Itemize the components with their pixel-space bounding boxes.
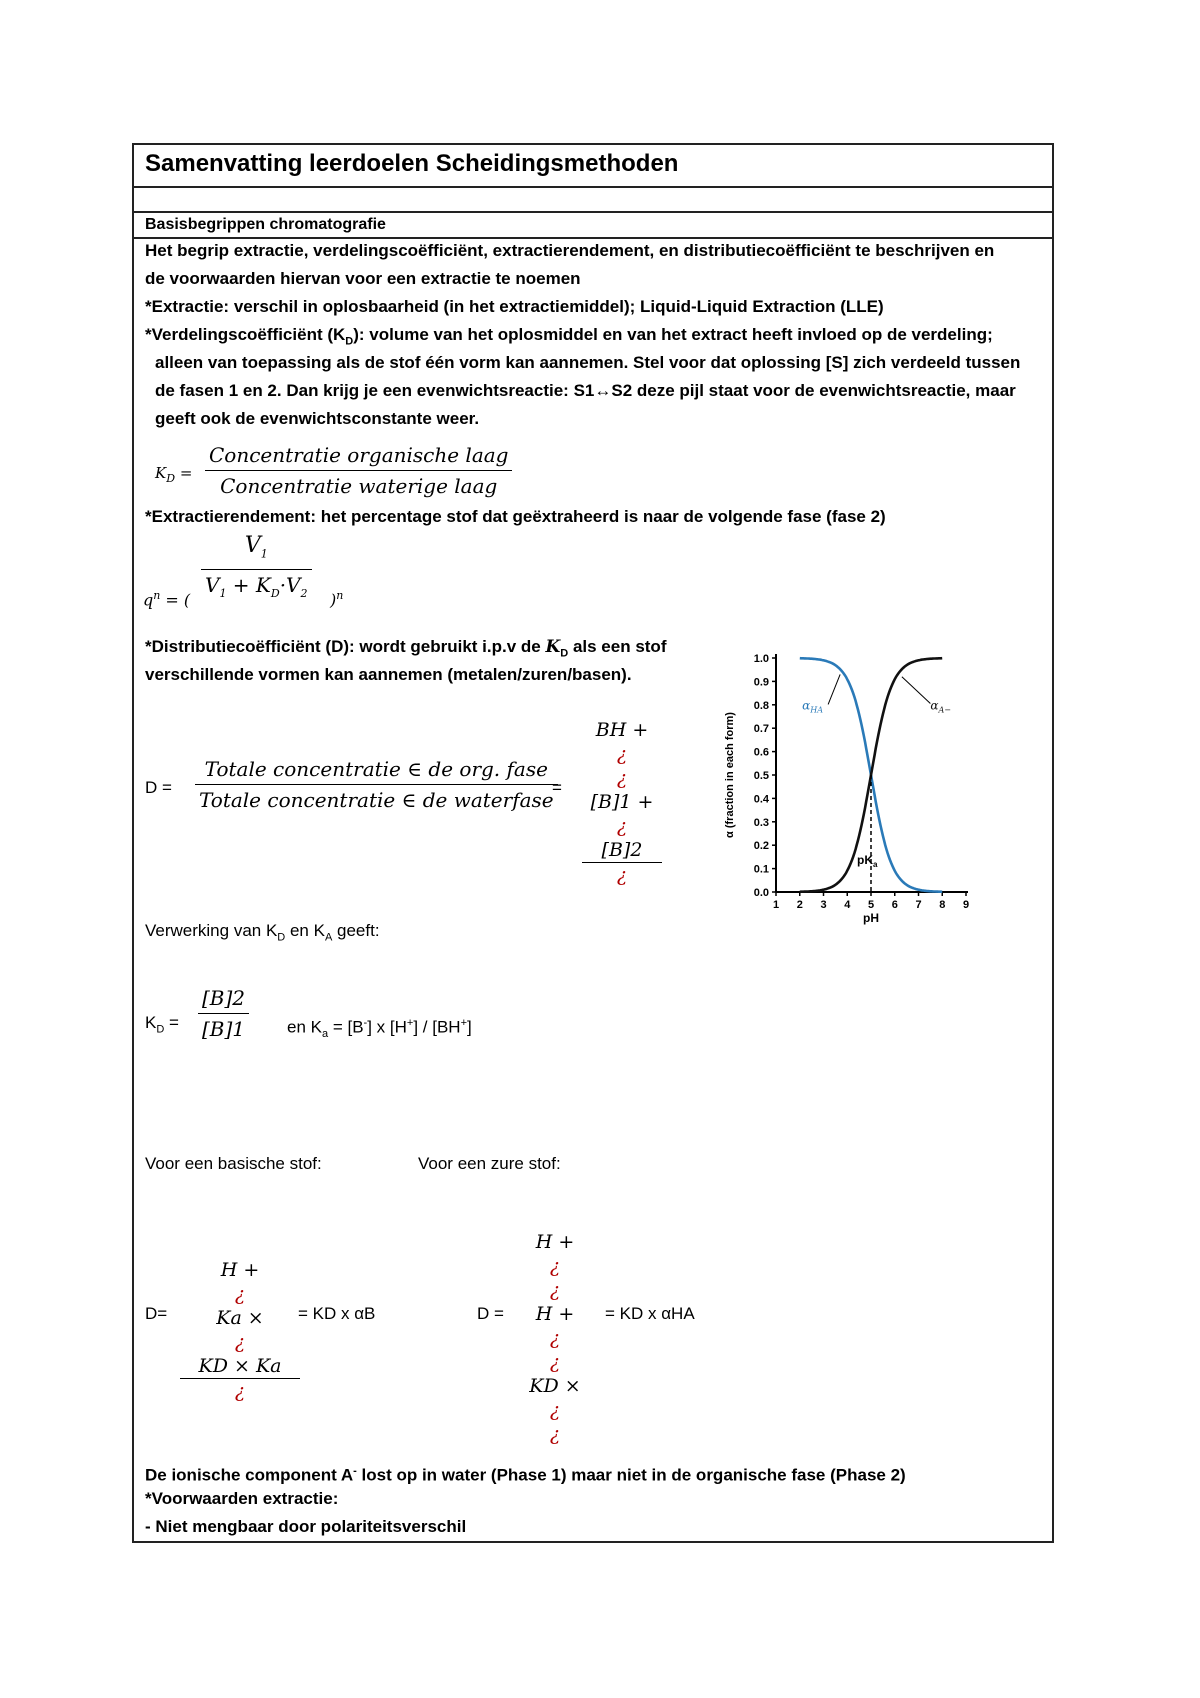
section-heading: Basisbegrippen chromatografie — [145, 216, 386, 233]
kd-formula-denominator: Concentratie waterige laag — [220, 474, 498, 498]
x-tick-label: 6 — [891, 899, 898, 911]
verdeling-definition: *Verdelingscoëfficiënt $(K_D)$: volume van het oplosmiddel en van het extract heeft invloed op de verdeling; — [145, 325, 993, 348]
divider-empty-row — [132, 211, 1054, 213]
verdeling-line-2: alleen van toepassing als de stof één vorm kan aannemen. Stel voor dat oplossing [S] zich verdeeld tussen — [155, 353, 1021, 372]
x-tick-label: 3 — [820, 899, 827, 911]
verdeling-line-4: geeft ook de evenwichtsconstante weer. — [155, 409, 480, 428]
y-tick-label: 0.7 — [753, 723, 769, 736]
x-tick-label: 4 — [844, 899, 851, 911]
d-stack-red-1: ¿ — [616, 767, 628, 789]
y-tick-label: 0.3 — [753, 816, 769, 829]
d-acid-lhs: D = — [477, 1304, 504, 1323]
x-tick-label: 1 — [772, 899, 780, 911]
distributie-line-2: verschillende vormen kan aannemen (metalen/zuren/basen). — [145, 665, 632, 684]
alpha-a-label-sub: A− — [938, 705, 951, 715]
rendement-definition: *Extractierendement: het percentage stof dat geëxtraheerd is naar de volgende fase (fase 2) — [145, 507, 886, 526]
d-acid-rhs: = KD x αHA — [605, 1304, 695, 1323]
alpha-a-leader — [902, 677, 931, 704]
d-acid-stack — [510, 1230, 600, 1446]
document-title: Samenvatting leerdoelen Scheidingsmethoden — [145, 150, 679, 177]
basische-stof-label: Voor een basische stof: — [145, 1154, 322, 1173]
alpha-ha-label-sub: HA — [810, 705, 823, 715]
y-axis-label: α (fraction in each form) — [724, 712, 736, 838]
extractie-definition: *Extractie: verschil in oplosbaarheid (in het extractiemiddel); Liquid-Liquid Extraction (LLE) — [145, 297, 884, 316]
d-acid-line-2: H + ¿ — [535, 1303, 575, 1349]
d-formula-denominator: Totale concentratie ∈ de waterfase — [199, 788, 554, 812]
q-formula-numerator: $V_1$ — [201, 533, 312, 570]
kd2-numerator: [B]2 — [198, 985, 249, 1014]
alpha-vs-ph-chart — [718, 640, 978, 930]
alpha-ha-leader — [828, 674, 840, 704]
kd2-denominator: [B]1 — [202, 1017, 246, 1041]
q-formula-close: )$^n$ — [330, 589, 344, 610]
d-base-line-1: H + ¿ — [220, 1259, 260, 1305]
ka-expression: en $K_a = [B^-]$ x [H+] / [BH+] — [287, 1017, 472, 1041]
q-formula-fraction — [201, 533, 312, 607]
d-base-red: ¿ — [234, 1380, 246, 1402]
divider-title — [132, 186, 1054, 188]
chart-ticks — [754, 653, 969, 911]
alpha-ha-label: $\alpha_{HA}$ — [802, 698, 823, 715]
d-acid-line-1: H + ¿ — [535, 1231, 575, 1277]
ionisch-statement: De ionische component A- lost op in water (Phase 1) maar niet in de organische fase (Phase 2) — [145, 1465, 906, 1485]
y-tick-label: 0.1 — [753, 863, 769, 876]
q-formula-lhs: $q^n$ = ( — [143, 589, 191, 610]
d-acid-red-3: ¿ — [549, 1423, 561, 1445]
kd-formula-numerator: Concentratie organische laag — [205, 442, 512, 471]
d-stack-red-2: ¿ — [616, 864, 628, 886]
d-formula-numerator: Totale concentratie ∈ de org. fase — [195, 756, 558, 785]
y-tick-label: 1.0 — [753, 653, 769, 665]
y-tick-label: 0.2 — [753, 840, 769, 853]
intro-line-1: Het begrip extractie, verdelingscoëfficiënt, extractierendement, en distributiecoëfficiënt te beschrijven en — [145, 241, 995, 260]
d-stack-line-4: [B]2 — [582, 838, 662, 863]
divider-section — [132, 237, 1054, 239]
y-tick-label: 0.4 — [753, 793, 769, 806]
d-stack-line-1: BH + ¿ — [595, 719, 649, 765]
d-base-line-3: KD × Ka — [180, 1354, 300, 1379]
d-formula-equals: = — [552, 778, 562, 797]
x-tick-label: 7 — [915, 899, 922, 911]
x-tick-label: 9 — [962, 899, 970, 911]
x-tick-label: 8 — [939, 899, 946, 911]
d-formula-fraction — [195, 756, 558, 813]
voorwaarden-item-1: - Niet mengbaar door polariteitsverschil — [145, 1517, 467, 1536]
d-base-lhs: D= — [145, 1304, 168, 1323]
d-base-rhs: = KD x αB — [298, 1304, 376, 1323]
intro-line-2: de voorwaarden hiervan voor een extractie te noemen — [145, 269, 581, 288]
kd-formula-fraction — [205, 442, 512, 499]
kd-formula-lhs: $K_D$ = — [155, 464, 193, 485]
d-base-stack — [180, 1258, 300, 1403]
y-tick-label: 0.0 — [753, 887, 769, 899]
zure-stof-label: Voor een zure stof: — [418, 1154, 561, 1173]
y-tick-label: 0.6 — [753, 746, 769, 759]
kd2-fraction — [198, 985, 249, 1042]
q-formula-denominator: $V_1 + K_D\cdot V_2$ — [205, 573, 308, 601]
pka-label: $pK_a$ — [857, 852, 878, 869]
verwerking-line: Verwerking van $K_D$ en $K_A$ geeft: — [145, 921, 380, 944]
verdeling-line-3: de fasen 1 en 2. Dan krijg je een evenwichtsreactie: S1↔S2 deze pijl staat voor de evenwichtsreactie, maar — [155, 381, 1016, 400]
d-base-line-2: Ka × ¿ — [216, 1307, 264, 1353]
y-tick-label: 0.8 — [753, 699, 769, 712]
x-axis-label: pH — [863, 911, 879, 925]
voorwaarden-heading: *Voorwaarden extractie: — [145, 1489, 339, 1508]
x-tick-label: 5 — [867, 899, 875, 911]
d-stack-line-3: [B]1 + ¿ — [590, 791, 654, 837]
pka-label-sub: a — [873, 859, 878, 869]
d-acid-red-1: ¿ — [549, 1279, 561, 1301]
d-formula-lhs: D = — [145, 778, 172, 797]
distributie-definition: *Distributiecoëfficiënt (D): wordt gebruikt i.p.v de $K_D$ als een stof — [145, 637, 667, 660]
d-formula-stack — [582, 718, 662, 887]
x-tick-label: 2 — [796, 899, 803, 911]
alpha-a-label: $\alpha_{A-}$ — [930, 698, 951, 715]
d-acid-red-2: ¿ — [549, 1351, 561, 1373]
d-acid-line-3: KD × ¿ — [529, 1375, 581, 1421]
y-tick-label: 0.5 — [753, 770, 769, 782]
y-tick-label: 0.9 — [753, 676, 769, 689]
kd2-lhs: $K_D$ = — [145, 1013, 179, 1036]
